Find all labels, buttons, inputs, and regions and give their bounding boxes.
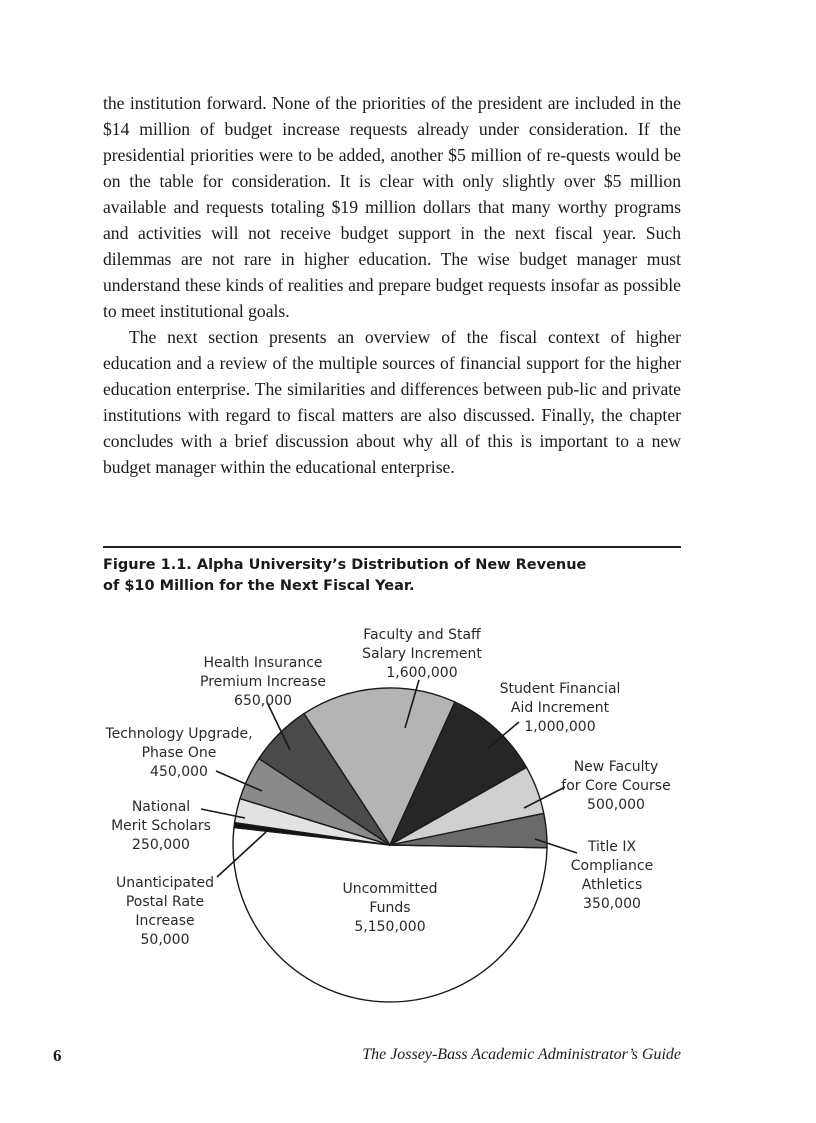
slice-label: Unanticipated Postal Rate Increase 50,000 bbox=[116, 875, 214, 948]
running-title: The Jossey-Bass Academic Administrator’s Guide bbox=[362, 1046, 681, 1063]
slice-label: Title IX Compliance Athletics 350,000 bbox=[570, 839, 654, 912]
caption-line-1: Figure 1.1. Alpha University’s Distribution of New Revenue bbox=[103, 557, 587, 573]
slice-label: Uncommitted Funds 5,150,000 bbox=[342, 881, 438, 935]
slice-label: New Faculty for Core Course 500,000 bbox=[561, 759, 671, 813]
page-number: 6 bbox=[53, 1046, 62, 1065]
slice-label: Health Insurance Premium Increase 650,000 bbox=[200, 655, 326, 709]
paragraph-2: The next section presents an overview of the fiscal context of higher education and a review of the multiple sources of financial support for the higher education enterprise. The similarities and differences between pub-lic and private institutions with regard to fiscal matters are also discussed. Finally, the chapter concludes with a brief discussion about why all of this is important to a new budget manager within the educational enterprise. bbox=[103, 327, 681, 477]
slice-label: Faculty and Staff Salary Increment 1,600,000 bbox=[362, 627, 482, 681]
pie-slices bbox=[233, 688, 547, 1002]
caption-line-2: of $10 Million for the Next Fiscal Year. bbox=[103, 578, 415, 594]
slice-label: Technology Upgrade, Phase One 450,000 bbox=[105, 726, 253, 780]
slice-label: Student Financial Aid Increment 1,000,000 bbox=[499, 681, 621, 735]
slice-label: National Merit Scholars 250,000 bbox=[111, 799, 211, 853]
paragraph-1: the institution forward. None of the priorities of the president are included in the $14 million of budget increase requests already under consideration. If the presidential priorities were to be added, another $5 million of re-quests would be on the table for consideration. It is clear with only slightly over $5 million available and requests totaling $19 million dollars that many worthy programs and activities will not receive budget support in the next fiscal year. Such dilemmas are not rare in higher education. The wise budget manager must understand these kinds of realities and prepare budget requests insofar as possible to meet institutional goals. bbox=[103, 93, 681, 321]
